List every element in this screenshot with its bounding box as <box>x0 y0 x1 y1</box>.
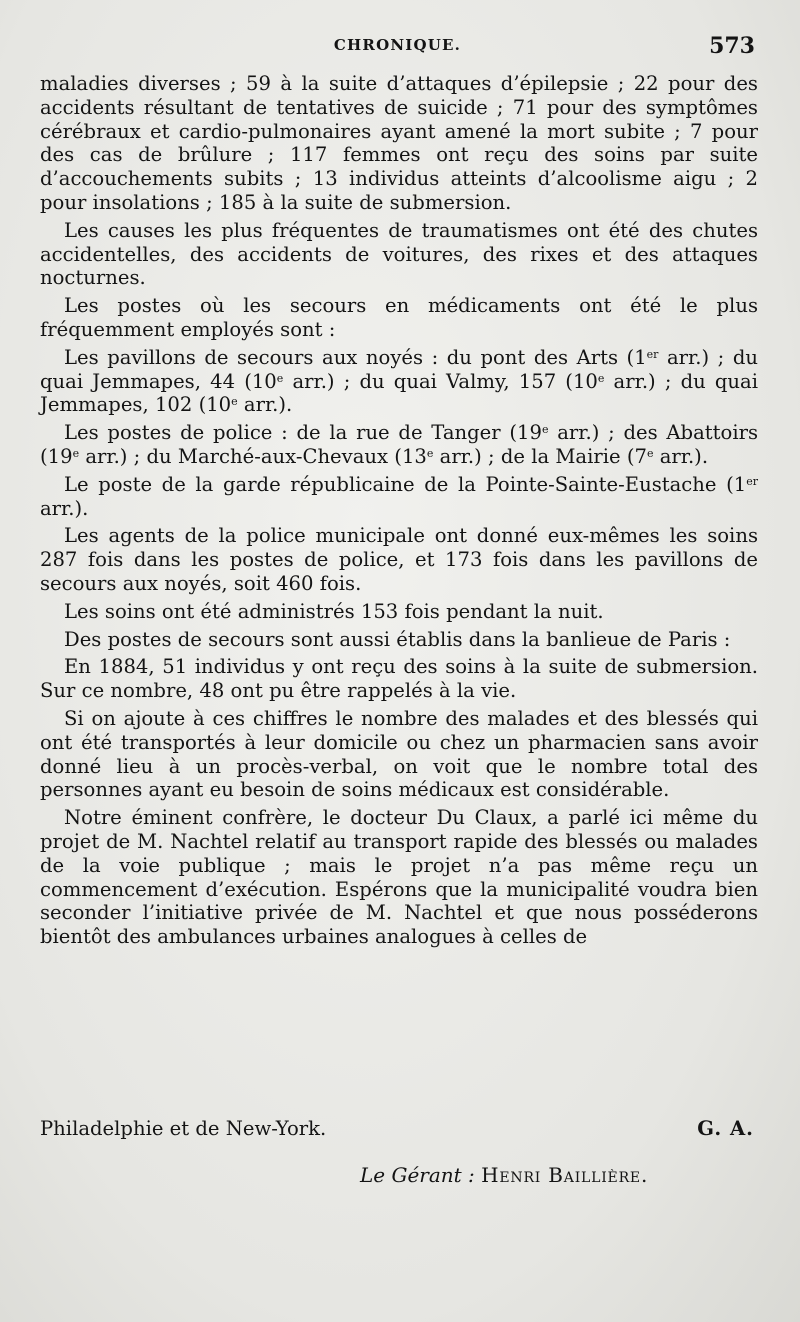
body-text <box>40 72 758 953</box>
paragraph <box>40 806 758 949</box>
paragraph <box>40 655 758 703</box>
text-run: Les agents de la police municipale ont donné eux-mêmes les soins 287 fois dans les postes de police, et 173 fois dans les pavillons de secours aux noyés, soit 460 fois. <box>40 524 758 595</box>
paragraph <box>40 707 758 802</box>
text-run: Les postes où les secours en médicaments ont été le plus fréquemment employés sont : <box>40 294 758 341</box>
running-title: CHRONIQUE. <box>333 36 462 54</box>
ordinal-superscript: e <box>276 371 284 385</box>
text-run: Si on ajoute à ces chiffres le nombre des malades et des blessés qui ont été transportés à leur domicile ou chez un pharmacien sans avoir donné lieu à un procès-verbal, on voit que le nombre total des personnes ayant eu besoin de soins médicaux est considérable. <box>40 706 758 802</box>
paragraph <box>40 473 758 521</box>
text-run: Les pavillons de secours aux noyés : du pont des Arts (1 <box>64 345 647 369</box>
text-run: arr.) ; de la Mairie (7 <box>433 444 647 468</box>
text-run: En 1884, 51 individus y ont reçu des soins à la suite de submersion. Sur ce nombre, 48 ont pu être rappelés à la vie. <box>40 655 758 703</box>
text-run: arr.) ; du quai Valmy, 157 (10 <box>283 369 598 393</box>
text-run: arr.) ; des Abattoirs (19 <box>40 421 759 468</box>
text-run: Les soins ont été administrés 153 fois pendant la nuit. <box>64 599 604 623</box>
text-run: arr.) ; du quai Jemmapes, 44 (10 <box>40 345 758 393</box>
gerant-label: Le Gérant : <box>360 1163 475 1187</box>
author-initials: G. A. <box>697 1117 754 1140</box>
text-run: maladies diverses ; 59 à la suite d’attaques d’épilepsie ; 22 pour des accidents résultant de tentatives de suicide ; 71 pour des symptômes cérébraux et cardio-pulmonaires ayant amené la mort subite ; 7 pour des cas de brûlure ; 117 femmes ont reçu des soins par suite d’accouchements subits ; 13 individus atteints d’alcoolisme aigu ; 2 pour insolations ; 185 à la suite de submersion. <box>40 72 758 214</box>
closing-text: Philadelphie et de New-York. <box>40 1117 327 1140</box>
ordinal-superscript: e <box>646 446 654 460</box>
ordinal-superscript: er <box>646 347 659 361</box>
closing-line <box>40 1117 754 1141</box>
ordinal-superscript: e <box>597 371 605 385</box>
gerant-name: Henri Baillière. <box>481 1163 649 1187</box>
ordinal-superscript: e <box>426 446 434 460</box>
ordinal-superscript: er <box>746 474 758 488</box>
paragraph <box>40 294 758 342</box>
paragraph <box>40 72 758 215</box>
ordinal-superscript: e <box>72 446 80 460</box>
text-run: arr.) ; du Marché-aux-Chevaux (13 <box>79 444 427 468</box>
text-run: arr.). <box>40 496 89 520</box>
page-number: 573 <box>709 33 755 59</box>
text-run: Les postes de police : de la rue de Tanger (19 <box>64 421 542 445</box>
text-run: arr.). <box>653 444 709 468</box>
text-run: Notre éminent confrère, le docteur Du Claux, a parlé ici même du projet de M. Nachtel relatif au transport rapide des blessés ou malades de la voie publique ; mais le projet n’a pas même reçu un commencement d’exécution. Espérons que la municipalité voudra bien seconder l’initiative privée de M. Nachtel et que nous posséderons bientôt des ambulances urbaines analogues à celles de <box>40 806 758 949</box>
text-run: Le poste de la garde républicaine de la Pointe-Sainte-Eustache (1 <box>64 472 747 496</box>
text-run: Les causes les plus fréquentes de traumatismes ont été des chutes accidentelles, des accidents de voitures, des rixes et des attaques nocturnes. <box>40 218 758 290</box>
paragraph <box>40 219 758 290</box>
text-run: arr.). <box>237 393 293 417</box>
ordinal-superscript: e <box>231 395 238 409</box>
ordinal-superscript: e <box>541 423 549 437</box>
paragraph <box>40 600 758 624</box>
paragraph <box>40 346 758 417</box>
text-run: Des postes de secours sont aussi établis dans la banlieue de Paris : <box>64 627 731 651</box>
paragraph <box>40 628 758 652</box>
paragraph <box>40 524 758 595</box>
publisher-signature <box>360 1163 648 1187</box>
paragraph <box>40 421 758 469</box>
page-header <box>40 33 755 59</box>
text-run: arr.) ; du quai Jemmapes, 102 (10 <box>40 369 759 417</box>
